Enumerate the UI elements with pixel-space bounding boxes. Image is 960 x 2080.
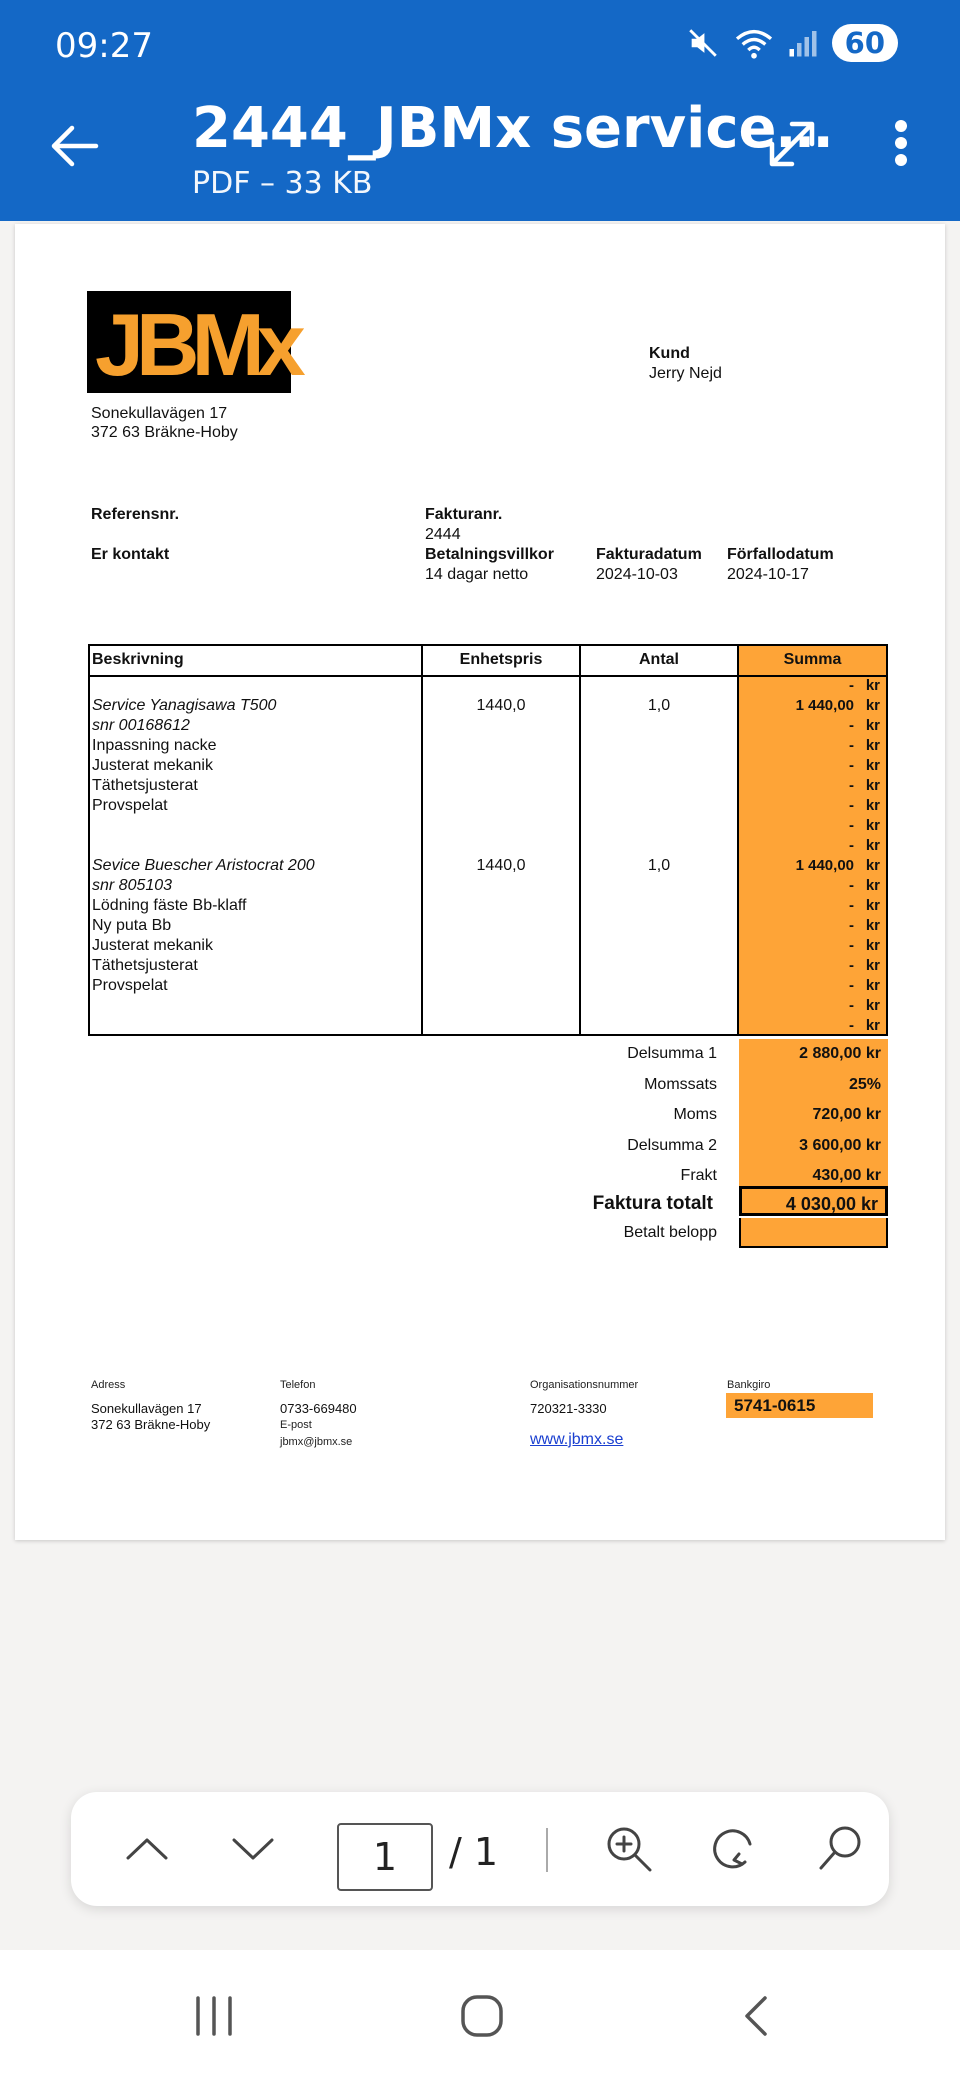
line-sum xyxy=(764,756,880,776)
pdf-page xyxy=(15,224,945,1540)
totals-value: 2 880,00 kr xyxy=(739,1039,888,1070)
footer-phone: 0733-669480 xyxy=(280,1401,357,1416)
line-sum xyxy=(764,976,880,996)
search-button[interactable] xyxy=(809,1818,871,1880)
line-description: Provspelat xyxy=(92,797,168,814)
footer-phone-label: Telefon xyxy=(280,1379,316,1391)
line-description: Ny puta Bb xyxy=(92,917,172,934)
line-sum xyxy=(764,676,880,696)
line-sum xyxy=(764,696,880,716)
more-dot-icon xyxy=(895,137,907,149)
column-header-unit-price: Enhetspris xyxy=(459,651,543,668)
mute-icon xyxy=(686,26,720,60)
more-dot-icon xyxy=(895,120,907,132)
line-description: Täthetsjusterat xyxy=(92,777,198,794)
totals-value: 720,00 kr xyxy=(739,1100,888,1131)
line-sum-currency: kr xyxy=(865,837,880,854)
paid-amount-label: Betalt belopp xyxy=(623,1224,717,1241)
line-sum xyxy=(764,796,880,816)
payment-terms: 14 dagar netto xyxy=(425,566,529,583)
due-date-label: Förfallodatum xyxy=(727,546,834,563)
chevron-down-icon xyxy=(222,1818,284,1880)
back-button[interactable] xyxy=(44,116,104,176)
line-description: snr 805103 xyxy=(92,877,173,894)
recent-apps-button[interactable] xyxy=(192,1994,236,2043)
document-title: 2444_JBMx service… xyxy=(192,96,833,161)
line-description: Lödning fäste Bb-klaff xyxy=(92,897,247,914)
line-description: Inpassning nacke xyxy=(92,737,217,754)
page-number-input[interactable]: 1 xyxy=(337,1823,433,1891)
system-back-button[interactable] xyxy=(735,1994,779,2043)
customer-label: Kund xyxy=(649,345,690,362)
document-subtitle: PDF – 33 KB xyxy=(192,166,373,201)
line-sum xyxy=(764,816,880,836)
line-sum-amount: - xyxy=(849,957,854,974)
invoice-number: 2444 xyxy=(425,526,461,543)
line-sum xyxy=(764,856,880,876)
customer-name: Jerry Nejd xyxy=(649,365,722,382)
line-sum-currency: kr xyxy=(865,857,880,874)
battery-indicator: 60 xyxy=(832,24,898,62)
line-sum-currency: kr xyxy=(865,1017,880,1034)
totals-value: 25% xyxy=(739,1070,888,1101)
line-sum-amount: - xyxy=(849,1017,854,1034)
line-sum xyxy=(764,736,880,756)
due-date: 2024-10-17 xyxy=(727,566,809,583)
more-dot-icon xyxy=(895,154,907,166)
line-sum-currency: kr xyxy=(865,937,880,954)
home-icon xyxy=(460,1994,504,2038)
system-navigation-bar xyxy=(0,1950,960,2080)
paid-amount-value xyxy=(739,1218,888,1248)
footer-org-number: 720321-3330 xyxy=(530,1401,607,1416)
invoice-date: 2024-10-03 xyxy=(596,566,678,583)
line-sum-currency: kr xyxy=(865,777,880,794)
line-sum-amount: 1 440,00 xyxy=(795,857,854,874)
line-sum-amount: - xyxy=(849,977,854,994)
line-sum-currency: kr xyxy=(865,797,880,814)
line-sum-amount: - xyxy=(849,997,854,1014)
line-sum xyxy=(764,1016,880,1036)
expand-icon xyxy=(764,116,820,172)
line-sum-amount: 1 440,00 xyxy=(795,697,854,714)
logo-text: JBMx xyxy=(95,295,298,394)
line-unit-price: 1440,0 xyxy=(476,697,526,714)
line-sum-currency: kr xyxy=(865,737,880,754)
totals-value: 3 600,00 kr xyxy=(739,1131,888,1162)
totals-label: Moms xyxy=(673,1106,717,1123)
status-icons xyxy=(686,24,898,62)
line-sum-currency: kr xyxy=(865,977,880,994)
invoice-date-label: Fakturadatum xyxy=(596,546,702,563)
home-button[interactable] xyxy=(460,1994,504,2043)
line-sum-amount: - xyxy=(849,757,854,774)
zoom-in-button[interactable] xyxy=(598,1818,660,1880)
line-sum-currency: kr xyxy=(865,757,880,774)
footer-email-label: E-post xyxy=(280,1419,312,1431)
totals-label: Delsumma 2 xyxy=(627,1137,717,1154)
column-header-sum: Summa xyxy=(783,651,842,668)
line-sum-currency: kr xyxy=(865,917,880,934)
line-sum xyxy=(764,896,880,916)
recent-apps-icon xyxy=(192,1994,236,2038)
chevron-left-icon xyxy=(735,1994,779,2038)
arrow-left-icon xyxy=(44,116,104,176)
totals-value: 430,00 kr xyxy=(739,1161,888,1192)
chevron-up-icon xyxy=(116,1818,178,1880)
zoom-in-icon xyxy=(598,1818,660,1880)
line-sum-amount: - xyxy=(849,897,854,914)
invoice-number-label: Fakturanr. xyxy=(425,506,503,523)
previous-page-button[interactable] xyxy=(116,1818,178,1880)
line-sum xyxy=(764,876,880,896)
line-sum xyxy=(764,836,880,856)
line-sum-amount: - xyxy=(849,777,854,794)
line-sum xyxy=(764,936,880,956)
footer-website-link[interactable]: www.jbmx.se xyxy=(530,1431,624,1448)
line-sum-amount: - xyxy=(849,877,854,894)
company-logo xyxy=(87,291,298,394)
line-sum-amount: - xyxy=(849,917,854,934)
line-sum xyxy=(764,996,880,1016)
line-sum-currency: kr xyxy=(865,877,880,894)
line-quantity: 1,0 xyxy=(647,857,671,874)
totals-label: Frakt xyxy=(680,1167,717,1184)
footer-bankgiro-label: Bankgiro xyxy=(727,1379,771,1391)
footer-bankgiro: 5741-0615 xyxy=(726,1393,873,1418)
toolbar-divider xyxy=(546,1828,548,1872)
pdf-toolbar xyxy=(71,1792,889,1906)
expand-button[interactable] xyxy=(764,116,820,172)
line-description: Justerat mekanik xyxy=(92,937,213,954)
totals-label: Delsumma 1 xyxy=(627,1045,717,1062)
line-sum xyxy=(764,916,880,936)
search-icon xyxy=(809,1818,871,1880)
company-address-line1: Sonekullavägen 17 xyxy=(91,405,228,422)
app-bar xyxy=(0,0,960,221)
page-total: / 1 xyxy=(449,1830,499,1874)
invoice-total-value: 4 030,00 kr xyxy=(739,1186,888,1216)
line-description: Service Yanagisawa T500 xyxy=(92,697,277,714)
signal-icon xyxy=(788,28,818,58)
line-sum xyxy=(764,956,880,976)
footer-address-line1: Sonekullavägen 17 xyxy=(91,1401,202,1416)
line-sum-amount: - xyxy=(849,737,854,754)
invoice-table xyxy=(88,644,888,1036)
footer-address-label: Adress xyxy=(91,1379,126,1391)
line-sum-currency: kr xyxy=(865,957,880,974)
line-description: Täthetsjusterat xyxy=(92,957,198,974)
line-sum-currency: kr xyxy=(865,697,880,714)
footer-email: jbmx@jbmx.se xyxy=(280,1436,353,1448)
footer-org-label: Organisationsnummer xyxy=(530,1379,639,1391)
line-description: Justerat mekanik xyxy=(92,757,213,774)
column-header-description: Beskrivning xyxy=(92,651,184,668)
invoice-total-label: Faktura totalt xyxy=(592,1193,713,1214)
payment-terms-label: Betalningsvillkor xyxy=(425,546,554,563)
company-address-line2: 372 63 Bräkne-Hoby xyxy=(91,424,238,441)
totals-label: Momssats xyxy=(644,1076,717,1093)
next-page-button[interactable] xyxy=(222,1818,284,1880)
footer-address-line2: 372 63 Bräkne-Hoby xyxy=(91,1417,211,1432)
line-sum-amount: - xyxy=(849,817,854,834)
line-sum-amount: - xyxy=(849,937,854,954)
status-time: 09:27 xyxy=(55,26,153,66)
line-sum xyxy=(764,776,880,796)
line-sum-currency: kr xyxy=(865,817,880,834)
wifi-icon xyxy=(734,26,774,60)
rotate-icon xyxy=(703,1818,765,1880)
line-description: Sevice Buescher Aristocrat 200 xyxy=(92,857,315,874)
line-sum-amount: - xyxy=(849,677,854,694)
more-options-button[interactable] xyxy=(880,112,922,174)
line-description: Provspelat xyxy=(92,977,168,994)
line-sum-amount: - xyxy=(849,837,854,854)
line-sum-currency: kr xyxy=(865,717,880,734)
line-sum xyxy=(764,716,880,736)
line-quantity: 1,0 xyxy=(647,697,671,714)
column-header-quantity: Antal xyxy=(639,651,679,668)
line-sum-currency: kr xyxy=(865,677,880,694)
rotate-button[interactable] xyxy=(703,1818,765,1880)
line-unit-price: 1440,0 xyxy=(476,857,526,874)
reference-label: Referensnr. xyxy=(91,506,180,523)
line-description: snr 00168612 xyxy=(92,717,190,734)
line-sum-currency: kr xyxy=(865,897,880,914)
line-sum-currency: kr xyxy=(865,997,880,1014)
line-sum-amount: - xyxy=(849,717,854,734)
line-sum-amount: - xyxy=(849,797,854,814)
contact-label: Er kontakt xyxy=(91,546,170,563)
